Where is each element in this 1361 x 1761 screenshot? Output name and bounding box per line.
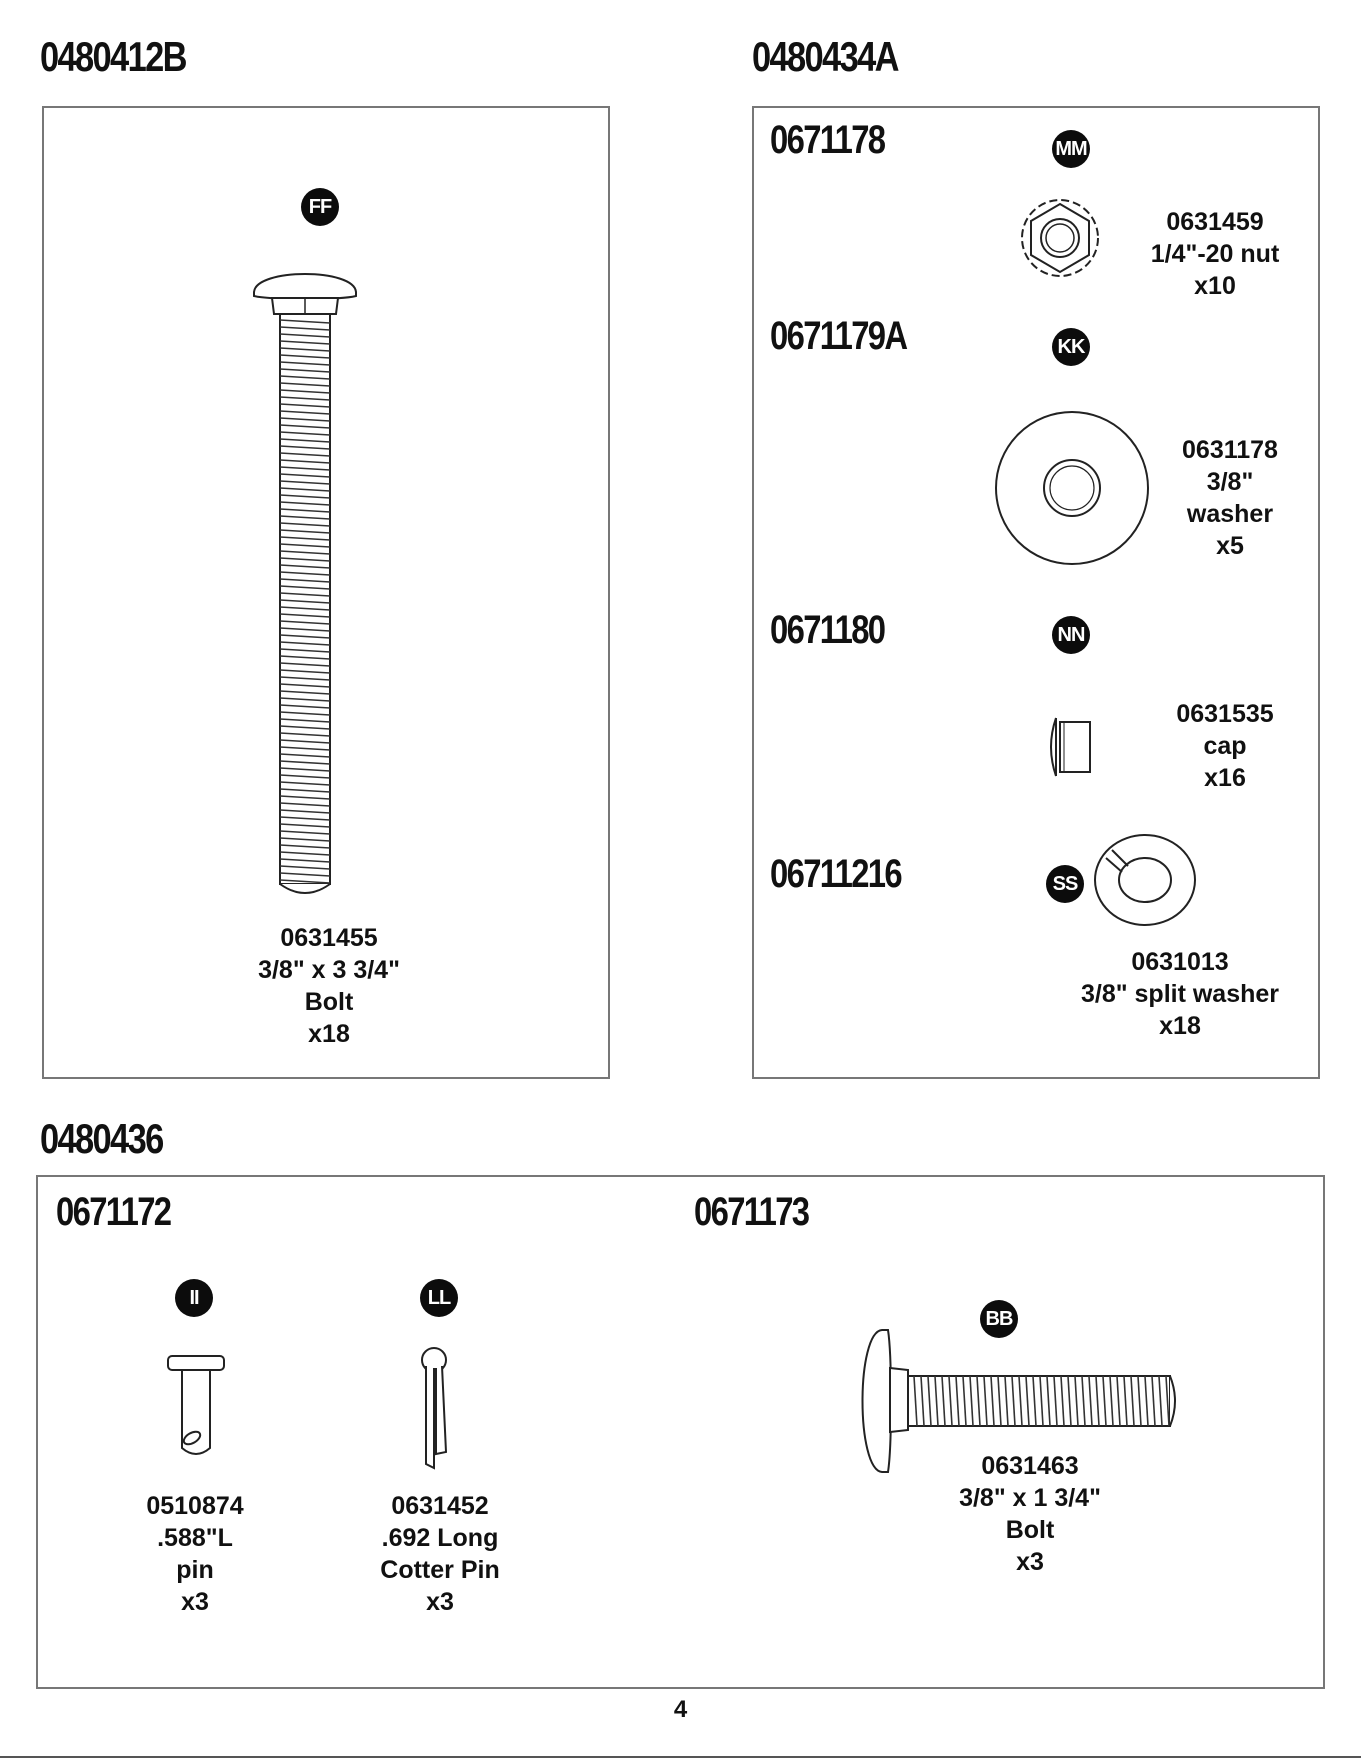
part-name: Cotter Pin — [380, 1556, 500, 1584]
nut-icon — [1018, 196, 1102, 280]
part-qty: x10 — [1194, 272, 1236, 300]
subkit-0671172: 0671172 — [56, 1190, 171, 1234]
part-number: 0631013 — [1131, 948, 1229, 976]
part-label-kk — [1145, 434, 1315, 562]
kit-title-0480434a: 0480434A — [752, 33, 898, 80]
subkit-0671173: 0671173 — [694, 1190, 809, 1234]
part-name: Bolt — [1005, 1516, 1055, 1544]
badge-mm: MM — [1052, 130, 1090, 168]
part-number: 0631463 — [981, 1452, 1079, 1480]
part-qty: x3 — [1016, 1548, 1044, 1576]
part-number: 0631459 — [1166, 208, 1264, 236]
part-qty: x5 — [1216, 532, 1244, 560]
part-name: washer — [1186, 500, 1274, 528]
part-qty: x18 — [308, 1020, 350, 1048]
part-number: 0510874 — [146, 1492, 244, 1520]
badge-ss: SS — [1046, 865, 1084, 903]
part-label-mm — [1130, 206, 1300, 302]
part-qty: x18 — [1159, 1012, 1201, 1040]
part-name: Bolt — [304, 988, 354, 1016]
split-washer-icon — [1092, 828, 1198, 928]
part-label-bb — [920, 1450, 1140, 1578]
part-size: 1/4"-20 nut — [1150, 240, 1280, 268]
kit-title-0480412b: 0480412B — [40, 33, 186, 80]
badge-ll: LL — [420, 1279, 458, 1317]
part-size: 3/8" — [1206, 468, 1254, 496]
badge-nn: NN — [1052, 616, 1090, 654]
cotter-pin-icon — [412, 1344, 462, 1470]
badge-ff: FF — [301, 188, 339, 226]
page-number: 4 — [673, 1696, 688, 1723]
part-name: cap — [1203, 732, 1247, 760]
part-number: 0631455 — [280, 924, 378, 952]
part-name: 3/8" split washer — [1080, 980, 1280, 1008]
part-number: 0631535 — [1176, 700, 1274, 728]
carriage-bolt-long-icon — [250, 262, 360, 902]
bottom-rule — [0, 1756, 1361, 1758]
subkit-06711216: 06711216 — [770, 852, 902, 896]
part-label-ss — [1055, 946, 1305, 1042]
part-number: 0631178 — [1182, 436, 1278, 464]
part-qty: x3 — [181, 1588, 209, 1616]
part-size: 3/8" x 3 3/4" — [258, 956, 400, 984]
badge-ii: II — [175, 1279, 213, 1317]
part-size: .588"L — [157, 1524, 233, 1552]
clevis-pin-icon — [164, 1352, 228, 1462]
subkit-0671179a: 0671179A — [770, 314, 907, 358]
part-size: .692 Long — [381, 1524, 499, 1552]
badge-bb: BB — [980, 1300, 1018, 1338]
part-name: pin — [176, 1556, 214, 1584]
part-size: 3/8" x 1 3/4" — [959, 1484, 1101, 1512]
part-qty: x16 — [1204, 764, 1246, 792]
part-label-ff — [229, 922, 429, 1050]
part-label-nn — [1145, 698, 1305, 794]
badge-kk: KK — [1052, 328, 1090, 366]
part-number: 0631452 — [391, 1492, 489, 1520]
washer-icon — [992, 408, 1152, 568]
part-label-ii — [110, 1490, 280, 1618]
subkit-0671178: 0671178 — [770, 118, 885, 162]
kit-title-0480436: 0480436 — [40, 1115, 163, 1162]
cap-icon — [1046, 712, 1098, 782]
part-qty: x3 — [426, 1588, 454, 1616]
part-label-ll — [350, 1490, 530, 1618]
subkit-0671180: 0671180 — [770, 608, 885, 652]
